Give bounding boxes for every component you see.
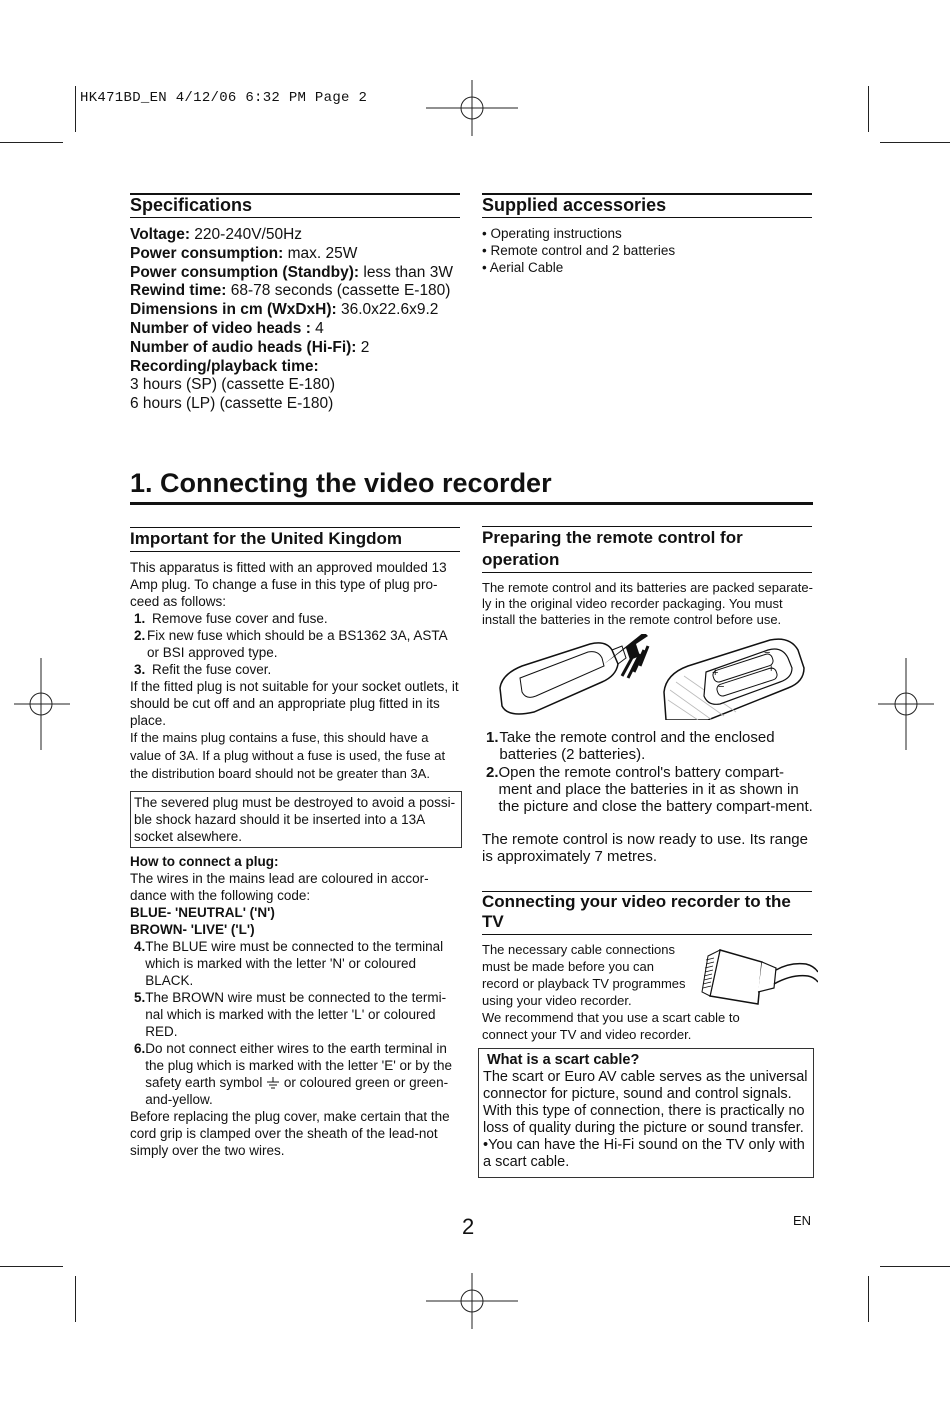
chapter-title: 1. Connecting the video recorder <box>130 468 552 498</box>
spec-time: 3 hours (SP) (cassette E-180) <box>130 376 336 394</box>
tv-heading: Connecting your video recorder to the TV <box>482 892 791 931</box>
spec-line: Dimensions in cm (WxDxH): 36.0x22.6x9.2 <box>130 301 439 319</box>
uk-bottom-rule <box>130 551 460 552</box>
uk-intro: This apparatus is fitted with an approved moulded 13 Amp plug. To change a fuse in this type of plug pro-ceed as follows: <box>130 560 447 609</box>
page-number: 2 <box>462 1214 475 1239</box>
scart-box-text: The scart or Euro AV cable serves as the universal connector for picture, sound and control signals. With this type of connection, there is practically no loss of quality during the picture or sound transfer. <box>483 1069 808 1136</box>
scart-info-box <box>478 1048 814 1178</box>
code-blue: BLUE- 'NEUTRAL' ('N') <box>130 905 275 920</box>
list-item: • Operating instructions <box>482 226 622 241</box>
howto-section: How to connect a plug: The wires in the mains lead are coloured in accor-dance with the following code: BLUE- 'NEUTRAL' ('N') BROWN- 'LIVE' ('L') 4. The BLUE wire must be connected to the terminal which is marked with the letter 'N' or coloured BLACK. 5. The BROWN wire must be connected to the termi-nal which is marked with the letter 'L' or coloured RED. 6. Do not connect either wires to the earth terminal in the plug which is marked with the letter 'E' or by the safety earth symbol or coloured green or green-and-yellow. Before replacing the plug cover, make certain that the cord grip is clamped over the sheath of the lead-not simply over the two wires. <box>130 853 460 1159</box>
registration-mark-bottom-icon <box>426 1273 518 1329</box>
spec-line: Rewind time: 68-78 seconds (cassette E-180) <box>130 282 451 300</box>
uk-body: This apparatus is fitted with an approved moulded 13 Amp plug. To change a fuse in this type of plug pro-ceed as follows: 1. Remove fuse cover and fuse. 2. Fix new fuse which should be a BS1362 3A, ASTA or BSI approved type. 3. Refit the fuse cover. If the fitted plug is not suitable for your socket outlets, it should be cut off and an appropriate plug fitted in its place. If the mains plug contains a fuse, this should have a value of 3A. If a plug without a fuse is used, the fuse at the distribution board should not be greater than 3A. <box>130 560 459 781</box>
warning-text: The severed plug must be destroyed to avoid a possi-ble shock hazard should it be inserted into a 13A socket alsewhere. <box>134 795 456 844</box>
tv-intro: The necessary cable connections must be made before you can record or playback TV programmes using your video recorder. <box>482 942 686 1008</box>
spec-line: Voltage: 220-240V/50Hz <box>130 226 303 243</box>
uk-top-rule <box>130 527 460 528</box>
registration-mark-top-icon <box>426 80 518 136</box>
specifications-heading: Specifications <box>130 195 253 215</box>
code-brown: BROWN- 'LIVE' ('L') <box>130 922 255 937</box>
scart-box-heading: What is a scart cable? <box>487 1052 640 1068</box>
uk-para1: If the fitted plug is not suitable for your socket outlets, it should be cut off and an appropriate plug fitted in its place. <box>130 679 459 728</box>
print-slug: HK471BD_EN 4/12/06 6:32 PM Page 2 <box>80 90 368 106</box>
registration-mark-left-icon <box>14 658 70 750</box>
howto-intro: The wires in the mains lead are coloured in accor-dance with the following code: <box>130 871 429 903</box>
remote-steps: 1. Take the remote control and the enclosed batteries (2 batteries). 2. Open the remote control's battery compart-ment and place the batteries in it as shown in the picture and close the battery compart-ment. <box>486 729 813 816</box>
tv-bottom-rule <box>482 934 812 935</box>
chapter-rule <box>130 502 813 505</box>
accessories-list <box>482 225 675 277</box>
spec-line: Recording/playback time: <box>130 357 319 375</box>
earth-symbol-icon <box>266 1077 280 1089</box>
spec-line: Power consumption (Standby): less than 3W <box>130 263 453 281</box>
scart-box-bullet: •You can have the Hi-Fi sound on the TV only with a scart cable. <box>483 1137 805 1170</box>
uk-heading: Important for the United Kingdom <box>130 529 402 548</box>
specifications-list <box>130 226 453 414</box>
remote-heading: Preparing the remote control for operation <box>482 528 743 569</box>
spec-line: Number of audio heads (Hi-Fi): 2 <box>130 338 370 356</box>
warning-box <box>130 791 462 848</box>
uk-para2: If the mains plug contains a fuse, this should have a value of 3A. If a plug without a fuse is used, the fuse at the distribution board should not be greater than 3A. <box>130 730 446 781</box>
howto-heading: How to connect a plug: <box>130 854 279 869</box>
battery-minus-label: − <box>764 647 771 659</box>
accessories-heading: Supplied accessories <box>482 195 667 215</box>
closing-text: Before replacing the plug cover, make certain that the cord grip is clamped over the sheath of the lead-not simply over the two wires. <box>130 1109 450 1158</box>
spec-line: Number of video heads : 4 <box>130 319 324 337</box>
battery-minus-label: − <box>718 681 725 693</box>
tv-recommend: We recommend that you use a scart cable to connect your TV and video recorder. <box>482 1010 740 1042</box>
battery-plus-label: + <box>712 667 719 679</box>
spec-bottom-rule <box>130 217 460 218</box>
list-item: • Aerial Cable <box>482 260 564 276</box>
remote-ready: The remote control is now ready to use. Its range is approximately 7 metres. <box>482 831 808 866</box>
scart-plug-icon <box>700 944 818 1014</box>
acc-bottom-rule <box>482 217 812 218</box>
battery-plus-label: + <box>768 663 775 675</box>
remote-closed-icon <box>500 643 626 714</box>
registration-mark-right-icon <box>878 658 934 750</box>
remote-open-icon <box>664 639 804 720</box>
remote-battery-illustration <box>498 634 810 720</box>
spec-time: 6 hours (LP) (cassette E-180) <box>130 395 334 413</box>
remote-intro: The remote control and its batteries are packed separate-ly in the original video recorder packaging. You must install the batteries in the remote control before use. <box>482 580 813 627</box>
remote-bottom-rule <box>482 572 812 573</box>
language-code: EN <box>793 1213 812 1228</box>
list-item: • Remote control and 2 batteries <box>482 243 676 259</box>
spec-line: Power consumption: max. 25W <box>130 244 358 262</box>
